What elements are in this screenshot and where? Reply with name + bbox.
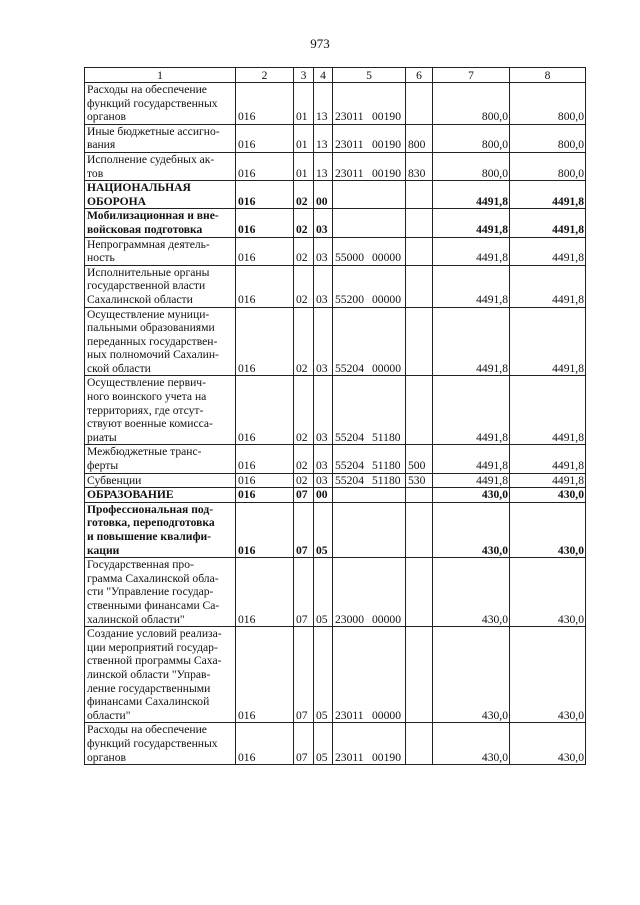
target-article-part1: 55200 bbox=[335, 292, 364, 306]
amount-cell: 800,0 bbox=[433, 152, 510, 180]
amount-cell: 4491,8 bbox=[510, 209, 586, 237]
subsection-code-cell: 03 bbox=[314, 376, 333, 445]
expense-type-cell bbox=[406, 181, 433, 209]
row-name-cell: Непрограммная деятель- ность bbox=[85, 237, 236, 265]
target-article-cell bbox=[333, 445, 406, 473]
target-article-part1: 55204 bbox=[335, 430, 364, 444]
expense-type-cell bbox=[406, 558, 433, 627]
amount-cell: 800,0 bbox=[433, 83, 510, 125]
table-row bbox=[85, 237, 586, 265]
subsection-code-cell: 03 bbox=[314, 209, 333, 237]
admin-code-cell: 016 bbox=[236, 237, 294, 265]
target-article-part1: 23000 bbox=[335, 612, 364, 626]
table-row bbox=[85, 445, 586, 473]
target-article-part1: 55204 bbox=[335, 459, 364, 473]
target-article-part2: 00190 bbox=[372, 750, 401, 764]
target-article-cell bbox=[333, 307, 406, 376]
row-name-cell: Расходы на обеспечение функций государственных органов bbox=[85, 83, 236, 125]
target-article-part1: 23011 bbox=[335, 166, 364, 180]
table-row bbox=[85, 502, 586, 557]
table-row bbox=[85, 558, 586, 627]
header-cell: 3 bbox=[294, 68, 314, 83]
amount-cell: 4491,8 bbox=[433, 265, 510, 307]
amount-cell: 430,0 bbox=[433, 558, 510, 627]
header-cell: 1 bbox=[85, 68, 236, 83]
header-cell: 6 bbox=[406, 68, 433, 83]
target-article-part2: 00000 bbox=[372, 361, 401, 375]
section-code-cell: 02 bbox=[294, 445, 314, 473]
admin-code-cell: 016 bbox=[236, 124, 294, 152]
subsection-code-cell: 03 bbox=[314, 237, 333, 265]
amount-cell: 4491,8 bbox=[510, 376, 586, 445]
section-code-cell: 07 bbox=[294, 502, 314, 557]
row-name-cell: Создание условий реализа- ции мероприятий государ- ственной программы Саха- линской области "Управ- ление государственными финансами Сахалинской области" bbox=[85, 627, 236, 723]
row-name-cell: Осуществление первич- ного воинского учета на территориях, где отсут- ствуют военные комисса- риаты bbox=[85, 376, 236, 445]
target-article-cell bbox=[333, 265, 406, 307]
section-code-cell: 07 bbox=[294, 627, 314, 723]
amount-cell: 4491,8 bbox=[510, 473, 586, 488]
subsection-code-cell: 00 bbox=[314, 488, 333, 503]
subsection-code-cell: 05 bbox=[314, 723, 333, 765]
amount-cell: 430,0 bbox=[510, 502, 586, 557]
section-code-cell: 01 bbox=[294, 83, 314, 125]
subsection-code-cell: 05 bbox=[314, 558, 333, 627]
expense-type-cell: 830 bbox=[406, 152, 433, 180]
table-row bbox=[85, 209, 586, 237]
table-row bbox=[85, 488, 586, 503]
subsection-code-cell: 13 bbox=[314, 83, 333, 125]
amount-cell: 4491,8 bbox=[433, 209, 510, 237]
header-cell: 2 bbox=[236, 68, 294, 83]
expense-type-cell: 500 bbox=[406, 445, 433, 473]
admin-code-cell: 016 bbox=[236, 307, 294, 376]
admin-code-cell: 016 bbox=[236, 558, 294, 627]
expense-type-cell bbox=[406, 265, 433, 307]
table-row bbox=[85, 124, 586, 152]
page-number: 973 bbox=[310, 36, 330, 51]
header-row bbox=[85, 68, 586, 83]
admin-code-cell: 016 bbox=[236, 627, 294, 723]
amount-cell: 430,0 bbox=[433, 627, 510, 723]
amount-cell: 430,0 bbox=[510, 488, 586, 503]
section-code-cell: 07 bbox=[294, 488, 314, 503]
table-row bbox=[85, 307, 586, 376]
amount-cell: 430,0 bbox=[510, 627, 586, 723]
section-code-cell: 02 bbox=[294, 209, 314, 237]
subsection-code-cell: 03 bbox=[314, 473, 333, 488]
section-code-cell: 02 bbox=[294, 473, 314, 488]
subsection-code-cell: 03 bbox=[314, 445, 333, 473]
expense-type-cell bbox=[406, 209, 433, 237]
amount-cell: 800,0 bbox=[510, 83, 586, 125]
amount-cell: 4491,8 bbox=[510, 307, 586, 376]
admin-code-cell: 016 bbox=[236, 376, 294, 445]
target-article-cell bbox=[333, 627, 406, 723]
row-name-cell: НАЦИОНАЛЬНАЯ ОБОРОНА bbox=[85, 181, 236, 209]
subsection-code-cell: 03 bbox=[314, 307, 333, 376]
target-article-part1: 55000 bbox=[335, 251, 364, 265]
section-code-cell: 07 bbox=[294, 723, 314, 765]
subsection-code-cell: 00 bbox=[314, 181, 333, 209]
target-article-part2: 00000 bbox=[372, 612, 401, 626]
amount-cell: 800,0 bbox=[433, 124, 510, 152]
target-article-part2: 00190 bbox=[372, 138, 401, 152]
target-article-part2: 00000 bbox=[372, 708, 401, 722]
target-article-part2: 51180 bbox=[372, 459, 401, 473]
expense-type-cell bbox=[406, 723, 433, 765]
header-cell: 5 bbox=[333, 68, 406, 83]
amount-cell: 4491,8 bbox=[433, 181, 510, 209]
target-article-part1: 23011 bbox=[335, 110, 364, 124]
target-article-part1: 55204 bbox=[335, 473, 364, 487]
admin-code-cell: 016 bbox=[236, 502, 294, 557]
row-name-cell: Расходы на обеспечение функций государственных органов bbox=[85, 723, 236, 765]
expense-type-cell bbox=[406, 488, 433, 503]
target-article-cell bbox=[333, 473, 406, 488]
table-row bbox=[85, 152, 586, 180]
amount-cell: 430,0 bbox=[510, 723, 586, 765]
row-name-cell: Иные бюджетные ассигно- вания bbox=[85, 124, 236, 152]
target-article-cell bbox=[333, 723, 406, 765]
row-name-cell: Межбюджетные транс- ферты bbox=[85, 445, 236, 473]
table-row bbox=[85, 473, 586, 488]
admin-code-cell: 016 bbox=[236, 723, 294, 765]
amount-cell: 4491,8 bbox=[510, 265, 586, 307]
table-row bbox=[85, 181, 586, 209]
amount-cell: 4491,8 bbox=[433, 445, 510, 473]
admin-code-cell: 016 bbox=[236, 265, 294, 307]
amount-cell: 4491,8 bbox=[510, 237, 586, 265]
target-article-part1: 23011 bbox=[335, 138, 364, 152]
expense-type-cell bbox=[406, 237, 433, 265]
admin-code-cell: 016 bbox=[236, 445, 294, 473]
amount-cell: 430,0 bbox=[433, 723, 510, 765]
section-code-cell: 02 bbox=[294, 307, 314, 376]
row-name-cell: Субвенции bbox=[85, 473, 236, 488]
amount-cell: 4491,8 bbox=[433, 237, 510, 265]
table-row bbox=[85, 83, 586, 125]
amount-cell: 4491,8 bbox=[433, 307, 510, 376]
amount-cell: 4491,8 bbox=[510, 181, 586, 209]
admin-code-cell: 016 bbox=[236, 473, 294, 488]
header-cell: 8 bbox=[510, 68, 586, 83]
target-article-part2: 00190 bbox=[372, 110, 401, 124]
target-article-part2: 51180 bbox=[372, 473, 401, 487]
amount-cell: 800,0 bbox=[510, 124, 586, 152]
amount-cell: 4491,8 bbox=[433, 376, 510, 445]
expense-type-cell bbox=[406, 627, 433, 723]
target-article-cell bbox=[333, 152, 406, 180]
target-article-cell bbox=[333, 181, 406, 209]
section-code-cell: 02 bbox=[294, 376, 314, 445]
row-name-cell: Исполнительные органы государственной власти Сахалинской области bbox=[85, 265, 236, 307]
target-article-part2: 00190 bbox=[372, 166, 401, 180]
section-code-cell: 02 bbox=[294, 265, 314, 307]
row-name-cell: Исполнение судебных ак- тов bbox=[85, 152, 236, 180]
admin-code-cell: 016 bbox=[236, 488, 294, 503]
expense-type-cell: 800 bbox=[406, 124, 433, 152]
target-article-cell bbox=[333, 124, 406, 152]
target-article-part1: 23011 bbox=[335, 750, 364, 764]
target-article-cell bbox=[333, 237, 406, 265]
target-article-cell bbox=[333, 488, 406, 503]
budget-table bbox=[84, 67, 586, 765]
subsection-code-cell: 13 bbox=[314, 152, 333, 180]
amount-cell: 800,0 bbox=[510, 152, 586, 180]
table-row bbox=[85, 376, 586, 445]
subsection-code-cell: 03 bbox=[314, 265, 333, 307]
expense-type-cell bbox=[406, 502, 433, 557]
row-name-cell: ОБРАЗОВАНИЕ bbox=[85, 488, 236, 503]
table-row bbox=[85, 723, 586, 765]
target-article-part1: 55204 bbox=[335, 361, 364, 375]
section-code-cell: 07 bbox=[294, 558, 314, 627]
section-code-cell: 01 bbox=[294, 152, 314, 180]
target-article-cell bbox=[333, 209, 406, 237]
table-row bbox=[85, 265, 586, 307]
target-article-part2: 00000 bbox=[372, 292, 401, 306]
target-article-cell bbox=[333, 376, 406, 445]
subsection-code-cell: 05 bbox=[314, 627, 333, 723]
expense-type-cell: 530 bbox=[406, 473, 433, 488]
target-article-part2: 00000 bbox=[372, 251, 401, 265]
section-code-cell: 02 bbox=[294, 237, 314, 265]
row-name-cell: Профессиональная под- готовка, переподготовка и повышение квалифи- кации bbox=[85, 502, 236, 557]
header-cell: 4 bbox=[314, 68, 333, 83]
subsection-code-cell: 13 bbox=[314, 124, 333, 152]
amount-cell: 430,0 bbox=[433, 502, 510, 557]
target-article-cell bbox=[333, 502, 406, 557]
row-name-cell: Государственная про- грамма Сахалинской обла- сти "Управление государ- ственными финансами Са- халинской области" bbox=[85, 558, 236, 627]
target-article-part2: 51180 bbox=[372, 430, 401, 444]
amount-cell: 430,0 bbox=[510, 558, 586, 627]
table-row bbox=[85, 627, 586, 723]
amount-cell: 4491,8 bbox=[510, 445, 586, 473]
admin-code-cell: 016 bbox=[236, 181, 294, 209]
amount-cell: 4491,8 bbox=[433, 473, 510, 488]
row-name-cell: Осуществление муници- пальными образованиями переданных государствен- ных полномочий Сахалин- ской области bbox=[85, 307, 236, 376]
amount-cell: 430,0 bbox=[433, 488, 510, 503]
section-code-cell: 01 bbox=[294, 124, 314, 152]
admin-code-cell: 016 bbox=[236, 152, 294, 180]
expense-type-cell bbox=[406, 376, 433, 445]
subsection-code-cell: 05 bbox=[314, 502, 333, 557]
target-article-cell bbox=[333, 558, 406, 627]
row-name-cell: Мобилизационная и вне- войсковая подготовка bbox=[85, 209, 236, 237]
admin-code-cell: 016 bbox=[236, 209, 294, 237]
header-cell: 7 bbox=[433, 68, 510, 83]
expense-type-cell bbox=[406, 83, 433, 125]
target-article-part1: 23011 bbox=[335, 708, 364, 722]
admin-code-cell: 016 bbox=[236, 83, 294, 125]
target-article-cell bbox=[333, 83, 406, 125]
expense-type-cell bbox=[406, 307, 433, 376]
section-code-cell: 02 bbox=[294, 181, 314, 209]
